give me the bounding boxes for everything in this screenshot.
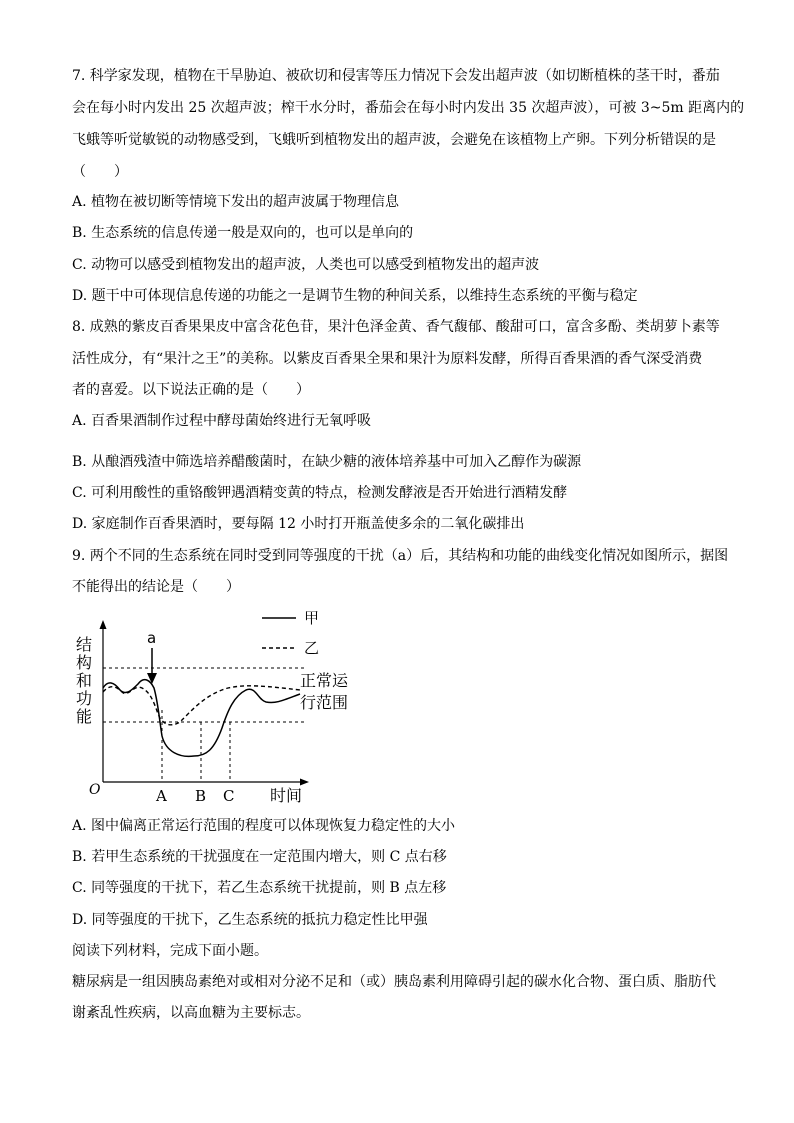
disturbance-arrowhead [147,673,157,684]
y-axis-char-5: 能 [76,707,93,726]
material-body-line-2: 谢紊乱性疾病，以高血糖为主要标志。 [72,1005,310,1021]
q7-option-b: B. 生态系统的信息传递一般是双向的，也可以是单向的 [72,225,414,241]
q9-stem-line-1: 9. 两个不同的生态系统在同时受到同等强度的干扰（a）后，其结构和功能的曲线变化情况如图所示，据图 [72,548,729,564]
disturbance-label: a [147,629,157,647]
q7-stem-line-1: 7. 科学家发现，植物在干旱胁迫、被砍切和侵害等压力情况下会发出超声波（如切断植株的茎干时，番茄 [72,68,720,84]
q7-option-c: C. 动物可以感受到植物发出的超声波，人类也可以感受到植物发出的超声波 [72,257,540,273]
q8-stem-line-2: 活性成分，有“果汁之王”的美称。以紫皮百香果全果和果汁为原料发酵，所得百香果酒的香气深受消费 [72,351,703,367]
q7-stem-line-3: 飞蛾等听觉敏锐的动物感受到，飞蛾听到植物发出的超声波，会避免在该植物上产卵。下列分析错误的是 [72,132,716,148]
figure-svg [70,604,350,804]
y-axis-char-1: 结 [76,635,93,654]
q7-stem-line-4: （ ） [72,164,128,180]
y-axis-char-3: 和 [76,671,93,690]
q8-option-d: D. 家庭制作百香果酒时，要每隔 12 小时打开瓶盖使多余的二氧化碳排出 [72,516,525,532]
x-tick-c: C [223,787,235,804]
range-label-line-2: 行范围 [300,693,349,712]
q8-option-c: C. 可利用酸性的重铬酸钾遇酒精变黄的特点，检测发酵液是否开始进行酒精发酵 [72,485,568,501]
x-tick-b: B [195,787,207,804]
q9-option-d: D. 同等强度的干扰下，乙生态系统的抵抗力稳定性比甲强 [72,912,428,928]
q7-option-a: A. 植物在被切断等情境下发出的超声波属于物理信息 [72,194,400,210]
material-body-line-1: 糖尿病是一组因胰岛素绝对或相对分泌不足和（或）胰岛素利用障碍引起的碳水化合物、蛋白质、脂肪代 [72,974,716,990]
curve-yi [103,686,300,725]
x-axis-label: 时间 [270,786,303,804]
q9-option-a: A. 图中偏离正常运行范围的程度可以体现恢复力稳定性的大小 [72,818,456,834]
x-tick-a: A [156,787,167,804]
q9-stem-line-2: 不能得出的结论是（ ） [72,579,240,595]
material-intro: 阅读下列材料，完成下面小题。 [72,943,268,959]
q8-option-b: B. 从酿酒残渣中筛选培养醋酸菌时，在缺少糖的液体培养基中可加入乙醇作为碳源 [72,454,582,470]
q7-option-d: D. 题干中可体现信息传递的功能之一是调节生物的种间关系，以维持生态系统的平衡与稳定 [72,288,638,304]
y-axis-arrowhead [100,620,107,629]
structure-function-figure [70,604,350,804]
range-label-line-1: 正常运 [300,671,349,690]
q9-option-c: C. 同等强度的干扰下，若乙生态系统干扰提前，则 B 点左移 [72,880,447,896]
y-axis-char-4: 功 [76,689,93,708]
x-axis-arrowhead [300,779,309,786]
y-axis-char-2: 构 [76,653,93,672]
legend-jia-label: 甲 [304,609,320,627]
q8-option-a: A. 百香果酒制作过程中酵母菌始终进行无氧呼吸 [72,413,372,429]
q7-stem-line-2: 会在每小时内发出 25 次超声波；榨干水分时，番茄会在每小时内发出 35 次超声波），可被 3~5m 距离内的 [72,100,745,116]
origin-label: O [89,782,101,798]
legend-yi-label: 乙 [304,639,320,657]
q9-option-b: B. 若甲生态系统的干扰强度在一定范围内增大，则 C 点右移 [72,849,447,865]
q8-stem-line-1: 8. 成熟的紫皮百香果果皮中富含花色苷，果汁色泽金黄、香气馥郁、酸甜可口，富含多酚、类胡萝卜素等 [72,319,720,335]
q8-stem-line-3: 者的喜爱。以下说法正确的是（ ） [72,382,310,398]
curve-jia [103,680,300,757]
